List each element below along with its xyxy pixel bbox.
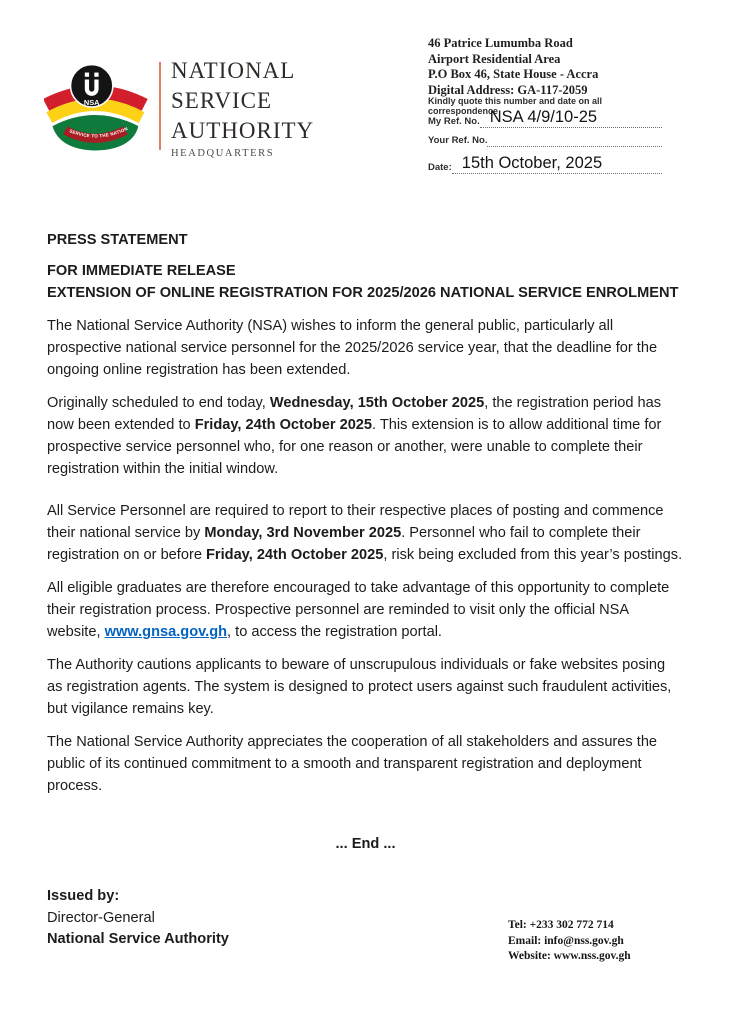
ref-label: My Ref. No.: [428, 116, 480, 127]
body-text: , to access the registration portal.: [227, 624, 442, 640]
press-statement-title: PRESS STATEMENT: [47, 232, 188, 248]
paragraph: [47, 654, 684, 720]
nsa-logo-icon: [44, 58, 150, 156]
body-text: All Service Personnel are required to report to their respective places of posting and commence their national service by: [47, 503, 664, 541]
bold-text: Monday, 3rd November 2025: [204, 525, 402, 541]
org-title: [171, 56, 314, 159]
ref-field-row: [428, 154, 662, 174]
address-line: Airport Residential Area: [428, 51, 561, 66]
address-line: Digital Address: GA-117-2059: [428, 82, 588, 97]
ref-label: Date:: [428, 162, 452, 173]
registration-portal-link[interactable]: www.gnsa.gov.gh: [104, 624, 228, 640]
body-text: All eligible graduates are therefore encouraged to take advantage of this opportunity to complete their registration process. Prospective personnel are reminded to visit only the official NSA website,: [47, 580, 670, 640]
body-text: , the registration period has now been extended to: [47, 395, 662, 433]
paragraph: [47, 392, 684, 480]
address-line: P.O Box 46, State House - Accra: [428, 67, 599, 81]
paragraph: [47, 315, 684, 381]
end-marker: ... End ...: [335, 836, 396, 852]
issuer-title: Director-General: [47, 909, 155, 926]
correspondence-note: Kindly quote this number and date on all correspondence: [428, 96, 603, 116]
issued-by-label: Issued by:: [47, 888, 120, 904]
ref-field-row: [428, 135, 662, 147]
logo-ribbon-text: SERVICE TO THE NATION: [68, 125, 129, 139]
paragraph: [47, 500, 684, 566]
body-text: . This extension is to allow additional time for prospective service personnel who, for one reason or another, were unable to complete their registration within the initial window.: [47, 417, 662, 477]
footer-contact-line: Tel: +233 302 772 714: [508, 919, 614, 931]
footer-contact-line: Email: info@nss.gov.gh: [508, 934, 624, 947]
ref-value: 15th October, 2025: [452, 154, 662, 174]
paragraph: [47, 731, 684, 797]
release-line: FOR IMMEDIATE RELEASE: [47, 263, 236, 279]
body-text: . Personnel who fail to complete their registration on or before: [47, 525, 641, 563]
bold-text: Wednesday, 15th October 2025: [269, 395, 485, 411]
sender-address: [428, 36, 598, 98]
org-name-line: SERVICE: [171, 88, 272, 113]
bold-text: Friday, 24th October 2025: [206, 547, 384, 563]
footer-contact-line: Website: www.nss.gov.gh: [508, 950, 631, 962]
header-divider: [159, 62, 161, 150]
ref-value: [487, 135, 662, 147]
headline: EXTENSION OF ONLINE REGISTRATION FOR 2025/2026 NATIONAL SERVICE ENROLMENT: [47, 285, 679, 301]
issuer-org: National Service Authority: [47, 931, 229, 947]
letter-body: [47, 229, 684, 951]
address-line: 46 Patrice Lumumba Road: [428, 36, 573, 50]
body-text: The National Service Authority (NSA) wishes to inform the general public, particularly all prospective national service personnel for the 2025/2026 service year, that the deadline for the ongoing online registration has been extended.: [47, 318, 658, 378]
footer-contact: [508, 918, 631, 965]
org-name-line: AUTHORITY: [171, 118, 315, 143]
org-subtitle: HEADQUARTERS: [171, 148, 275, 159]
ref-field-row: [428, 108, 662, 128]
body-text: Originally scheduled to end today,: [47, 395, 270, 411]
ref-value: NSA 4/9/10-25: [480, 108, 662, 128]
logo-acronym: NSA: [83, 97, 100, 107]
reference-fields: [428, 108, 662, 181]
body-text: The Authority cautions applicants to beware of unscrupulous individuals or fake websites posing as registration agents. The system is designed to protect users against such fraudulent activities, but vigilance remains key.: [47, 657, 672, 717]
body-text: , risk being excluded from this year’s postings.: [383, 547, 683, 563]
ref-label: Your Ref. No.: [428, 135, 488, 146]
org-name-line: NATIONAL: [171, 58, 296, 83]
body-text: The National Service Authority appreciates the cooperation of all stakeholders and assures the public of its continued commitment to a smooth and transparent registration and deployment process.: [47, 734, 658, 794]
paragraph: [47, 577, 684, 643]
bold-text: Friday, 24th October 2025: [194, 417, 373, 433]
